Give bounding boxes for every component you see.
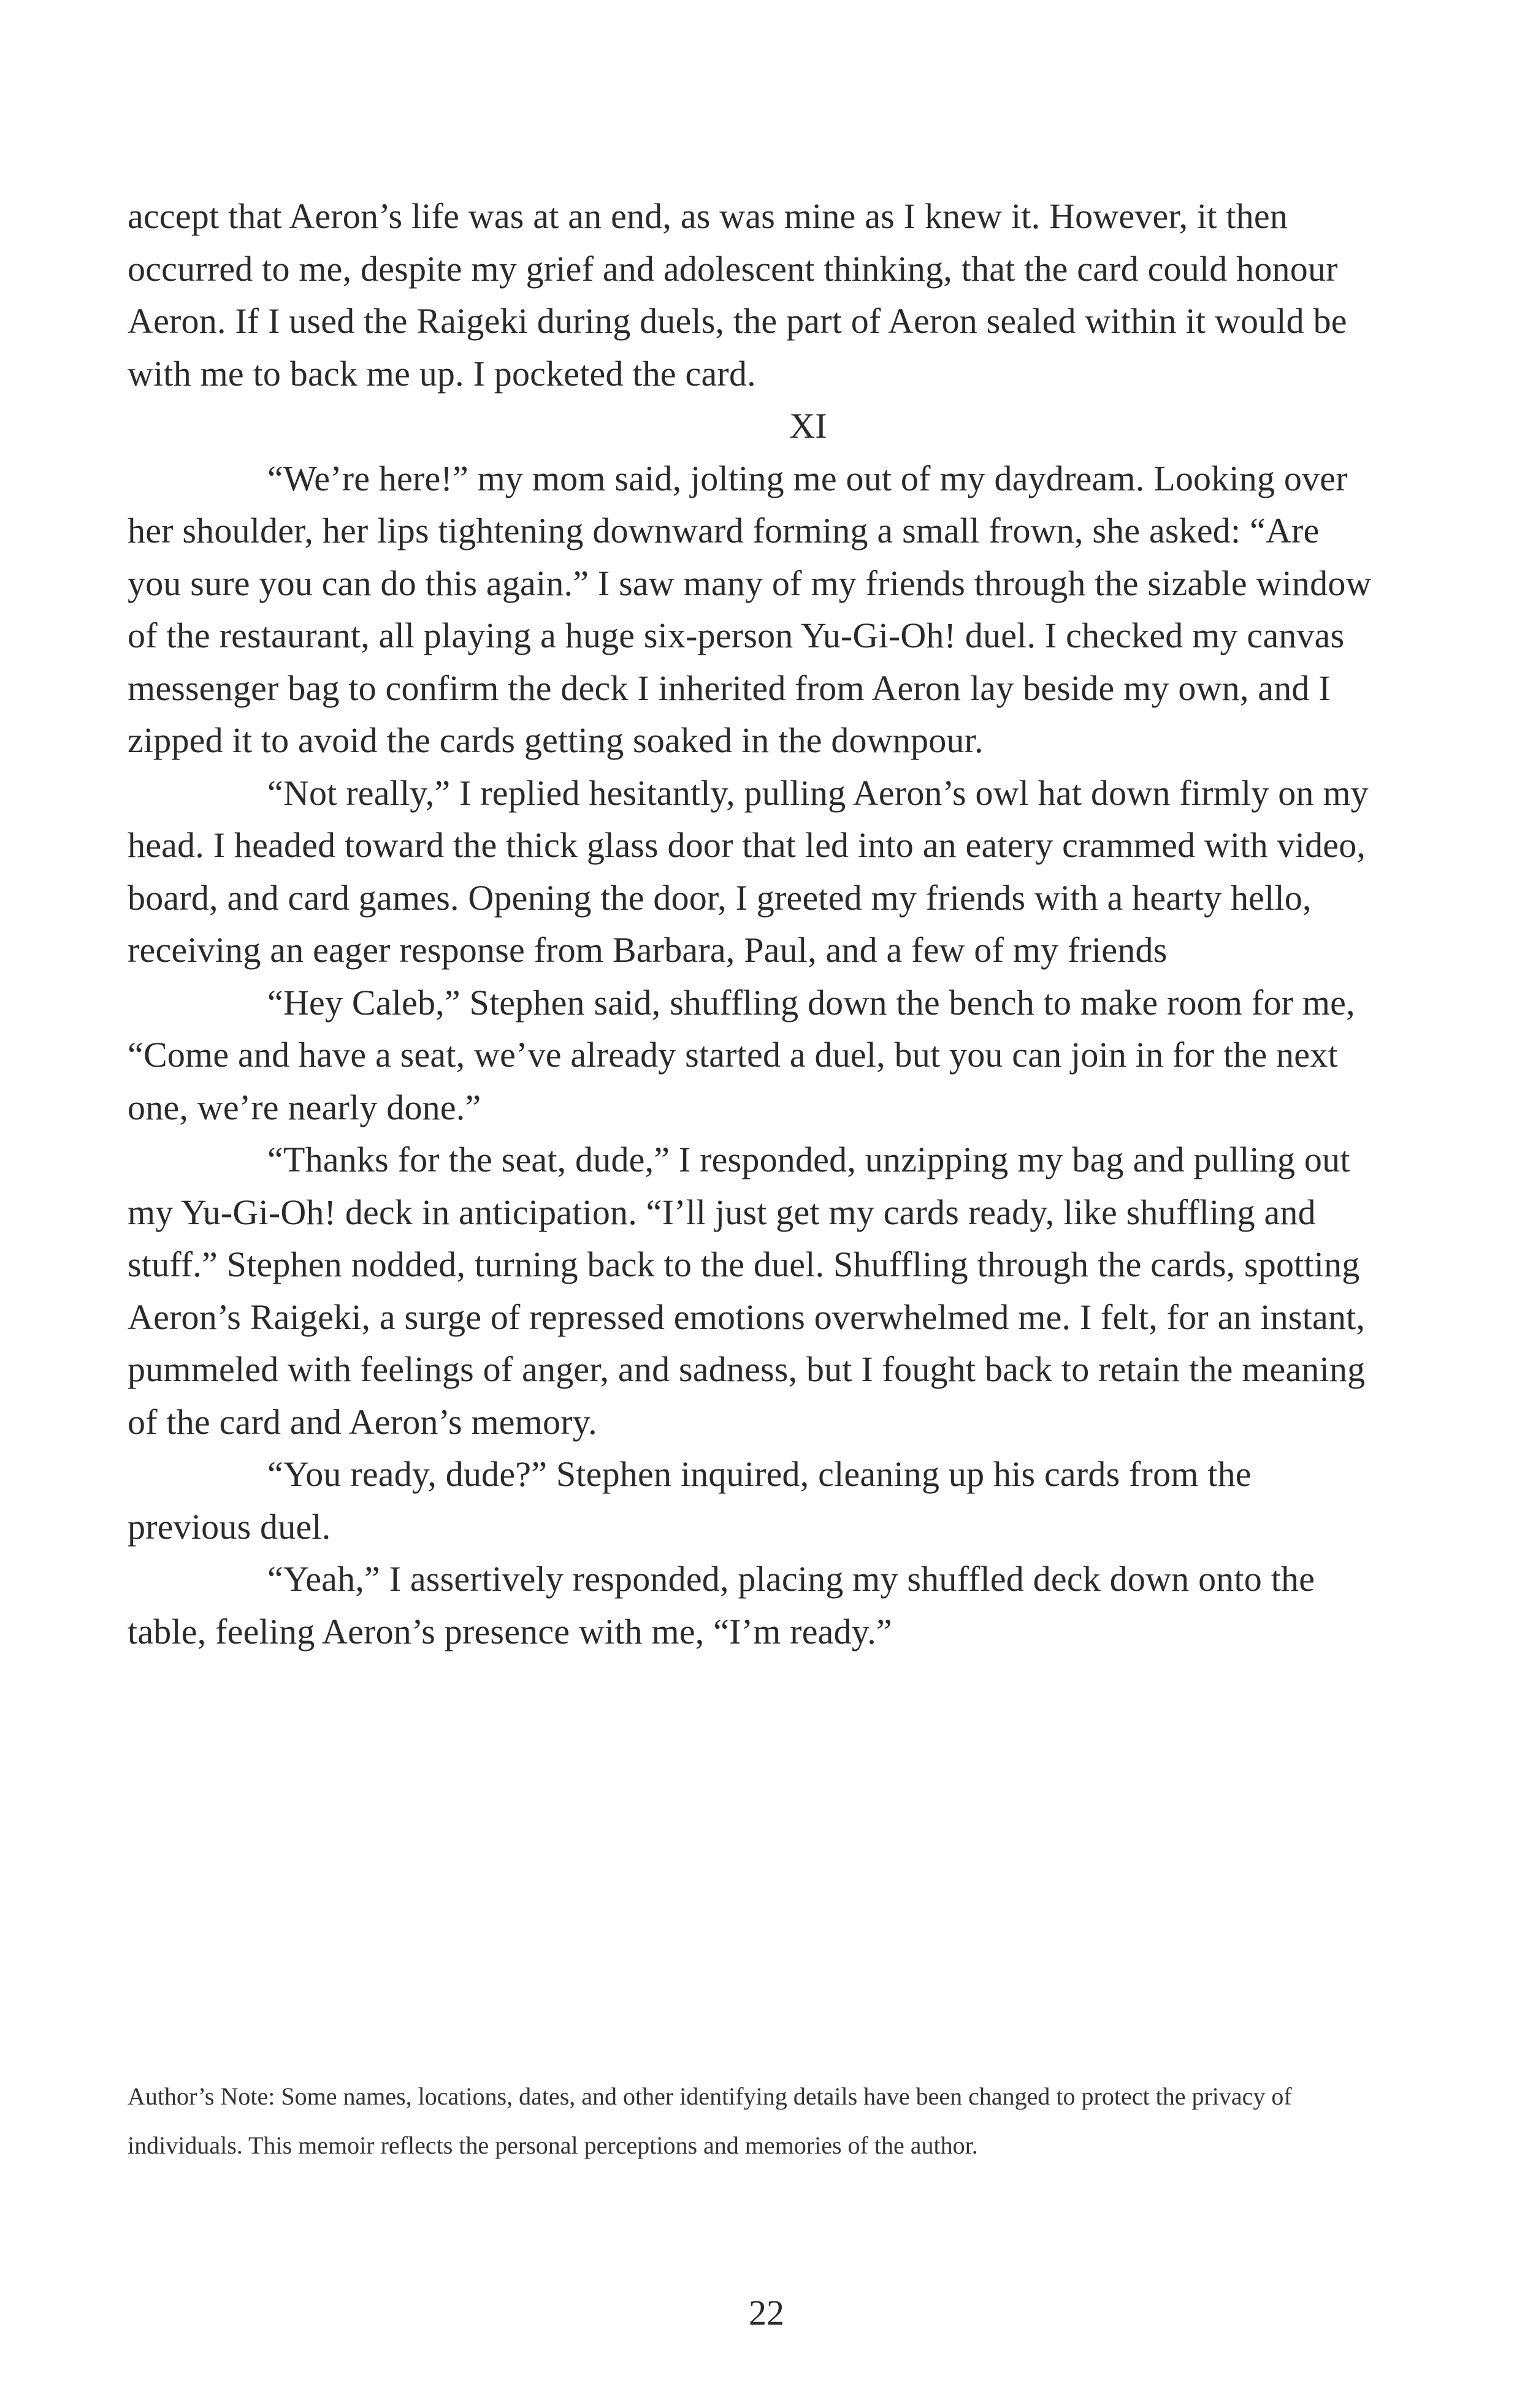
paragraph-continuation: accept that Aeron’s life was at an end, as was mine as I knew it. However, it then occurred to me, despite my grief and adolescent thinking, that the card could honour Aeron. If I used the Raigeki during duels, the part of Aeron sealed within it would be with me to back me up. I pocketed the card. bbox=[128, 196, 1347, 394]
page-number: 22 bbox=[749, 2293, 784, 2333]
paragraph: “Thanks for the seat, dude,” I responded, unzipping my bag and pulling out my Yu-Gi-Oh! deck in anticipation. “I’ll just get my cards ready, like shuffling and stuff.” Stephen nodded, turning back to the duel. Shuffling through the cards, spotting Aeron’s Raigeki, a surge of repressed emotions overwhelmed me. I felt, for an instant, pummeled with feelings of anger, and sadness, but I fought back to retain the meaning of the card and Aeron’s memory. bbox=[128, 1140, 1366, 1442]
paragraph: “We’re here!” my mom said, jolting me out of my daydream. Looking over her shoulder, her lips tightening downward forming a small frown, she asked: “Are you sure you can do this again.” I saw many of my friends through the sizable window of the restaurant, all playing a huge six-person Yu-Gi-Oh! duel. I checked my canvas messenger bag to confirm the deck I inherited from Aeron lay beside my own, and I zipped it to avoid the cards getting soaked in the downpour. bbox=[128, 458, 1372, 760]
paragraph: “Hey Caleb,” Stephen said, shuffling down the bench to make room for me, “Come and have a seat, we’ve already started a duel, but you can join in for the next one, we’re nearly done.” bbox=[128, 982, 1355, 1127]
body-text bbox=[128, 190, 1378, 1658]
authors-note: Author’s Note: Some names, locations, dates, and other identifying details have been changed to protect the privacy of individuals. This memoir reflects the personal perceptions and memories of the author. bbox=[128, 2082, 1292, 2159]
paragraph: “Yeah,” I assertively responded, placing my shuffled deck down onto the table, feeling Aeron’s presence with me, “I’m ready.” bbox=[128, 1559, 1315, 1652]
section-heading: XI bbox=[789, 406, 827, 446]
paragraph: “You ready, dude?” Stephen inquired, cleaning up his cards from the previous duel. bbox=[128, 1454, 1252, 1547]
paragraph: “Not really,” I replied hesitantly, pulling Aeron’s owl hat down firmly on my head. I headed toward the thick glass door that led into an eatery crammed with video, board, and card games. Opening the door, I greeted my friends with a hearty hello, receiving an eager response from Barbara, Paul, and a few of my friends bbox=[128, 772, 1369, 970]
